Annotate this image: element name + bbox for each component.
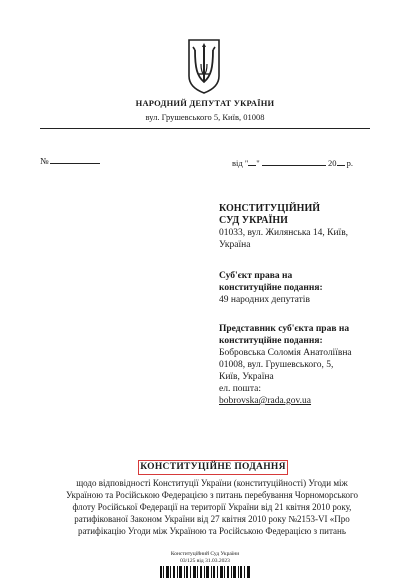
date-mid: " bbox=[256, 158, 260, 168]
reference-number-blank bbox=[50, 163, 100, 164]
representative-address-line2: Київ, Україна bbox=[219, 372, 274, 382]
addressee-line1: КОНСТИТУЦІЙНИЙ bbox=[219, 203, 321, 214]
addressee-address-line1: 01033, вул. Жилянська 14, Київ, bbox=[219, 228, 349, 238]
representative-block bbox=[219, 323, 352, 407]
representative-email-label: ел. пошта: bbox=[219, 384, 261, 394]
barcode-icon bbox=[160, 566, 250, 578]
deputy-address: вул. Грушевського 5, Київ, 01008 bbox=[145, 112, 265, 122]
registration-stamp bbox=[155, 551, 255, 564]
addressee-block bbox=[219, 203, 348, 251]
representative-label-line2: конституційне подання: bbox=[219, 336, 323, 346]
subject-label-line2: конституційне подання: bbox=[219, 283, 323, 293]
subject-value: 49 народних депутатів bbox=[219, 295, 310, 305]
representative-address-line1: 01008, вул. Грушевського, 5, bbox=[219, 360, 334, 370]
representative-label-line1: Представник суб'єкта прав на bbox=[219, 324, 350, 334]
addressee-address-line2: Україна bbox=[219, 240, 251, 250]
date-suffix: р. bbox=[346, 158, 354, 168]
body-line: ратифікованої Законом України від 27 квітня 2010 року №2153-VI «Про bbox=[74, 514, 350, 524]
trident-emblem-icon bbox=[185, 38, 223, 94]
body-line: Україною та Російською Федерацією з питань перебування Чорноморського bbox=[65, 490, 359, 500]
date-year-prefix: 20 bbox=[328, 158, 337, 168]
deputy-title: НАРОДНИЙ ДЕПУТАТ УКРАЇНИ bbox=[135, 98, 275, 108]
body-line: флоту Російської Федерації на території України від 21 квітня 2010 року, bbox=[72, 502, 352, 512]
representative-name: Бобровська Соломія Анатоліївна bbox=[219, 348, 352, 358]
document-title: КОНСТИТУЦІЙНЕ ПОДАННЯ bbox=[138, 460, 288, 475]
date-month-blank bbox=[262, 156, 326, 166]
stamp-line2: 03/125 від 31.03.2023 bbox=[180, 557, 230, 564]
subject-block bbox=[219, 270, 323, 306]
document-body bbox=[56, 477, 368, 537]
representative-email-link[interactable]: bobrovska@rada.gov.ua bbox=[219, 396, 312, 406]
header-divider bbox=[40, 128, 370, 129]
subject-label-line1: Суб'єкт права на bbox=[219, 271, 293, 281]
addressee-line2: СУД УКРАЇНИ bbox=[219, 215, 288, 226]
reference-date bbox=[232, 156, 353, 168]
stamp-line1: Конституційний Суд України bbox=[170, 551, 240, 557]
date-prefix: від " bbox=[232, 158, 249, 168]
body-line: щодо відповідності Конституції України (конституційності) Угоди між bbox=[76, 478, 348, 488]
body-line: ратифікацію Угоди між Україною та Російською Федерацією з питань bbox=[78, 526, 346, 536]
reference-number-label: № bbox=[40, 156, 49, 166]
date-year-blank bbox=[337, 156, 345, 166]
